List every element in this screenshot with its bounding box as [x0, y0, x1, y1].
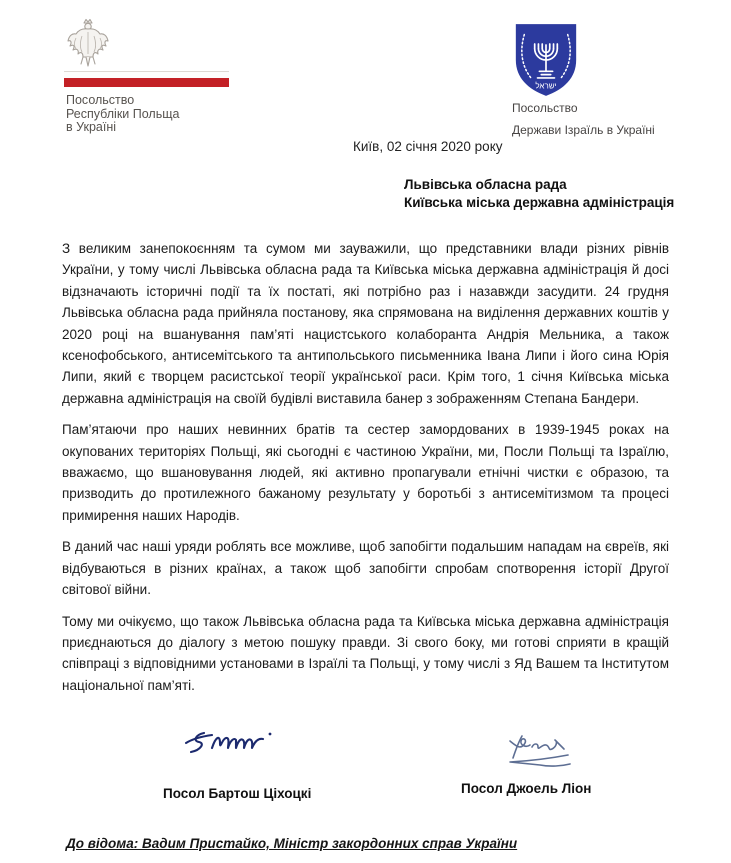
letter-body [62, 238, 669, 706]
recipient-block [404, 176, 674, 211]
israel-emblem-hebrew-text: ישראל [535, 81, 557, 91]
recipient-kyiv-administration: Київська міська державна адміністрація [404, 194, 675, 210]
paragraph-1: З великим занепокоєнням та сумом ми зауважили, що представники влади різних рівнів України, у тому числі Львівська обласна рада та Київська міська державна адміністрація й досі відзначають історичні події та їх постаті, які потрібно раз і назавжди засудити. 24 грудня Львівська обласна рада прийняла постанову, яка спрямована на виділення державних коштів у 2020 році на вшанування пам’яті нацистського колаборанта Андрія Мельника, а також ксенофобського, антисемітського та антипольського письменника Івана Липи і його сина Юрія Липи, який є творцем расистської теорії української раси. Крім того, 1 січня Київська міська державна адміністрація на своїй будівлі виставила банер з зображенням Степана Бандери. [62, 241, 669, 406]
signature-name-lion: Посол Джоель Ліон [461, 781, 592, 796]
poland-flag-red-stripe [64, 78, 229, 87]
paragraph-4: Тому ми очікуємо, що також Львівська обласна рада та Київська міська державна адміністрація приєднаються до діалогу з метою пошуку правди. Зі свого боку, ми готові сприяти в кращій співпраці з відповідними установами в Ізраїлі та Польщі, у тому числі з Яд Вашем та Інститутом національної пам’яті. [62, 613, 669, 693]
poland-embassy-line2: Республіки Польща [66, 106, 180, 121]
poland-embassy-label [66, 94, 179, 135]
signature-cichocki-icon [178, 724, 308, 772]
israel-embassy-line1: Посольство [512, 101, 578, 115]
footer-note: До відома: Вадим Пристайко, Міністр закордонних справ України [66, 836, 518, 851]
israel-embassy-line2: Держави Ізраїль в Україні [512, 123, 655, 137]
paragraph-3: В даний час наші уряди роблять все можливе, щоб запобігти подальшим нападам на євреїв, які відбуваються в різних країнах, а також щоб запобігти спробам спотворення історії Другої світової війни. [62, 539, 669, 598]
poland-embassy-line3: в Україні [66, 120, 117, 134]
recipient-lviv-council: Львівська обласна рада [404, 177, 567, 192]
signature-lion-icon [492, 730, 587, 782]
poland-eagle-icon [66, 18, 110, 68]
poland-embassy-line1: Посольство [66, 93, 135, 107]
letter-date: Київ, 02 січня 2020 року [353, 139, 503, 154]
signature-name-cichocki: Посол Бартош Ціхоцкі [163, 786, 312, 801]
israel-emblem-icon [513, 22, 579, 98]
paragraph-2: Пам’ятаючи про наших невинних братів та сестер замордованих в 1939-1945 роках на окупованих територіях Польщі, які сьогодні є частиною України, ми, Посли Польщі та Ізраїлю, вважаємо, що вшановування людей, які активно пропагували етнічні чистки є образою, та призводить до протилежного бажаному результату у боротьбі з антисемітизмом та процесі примирення наших Народів. [62, 422, 669, 523]
